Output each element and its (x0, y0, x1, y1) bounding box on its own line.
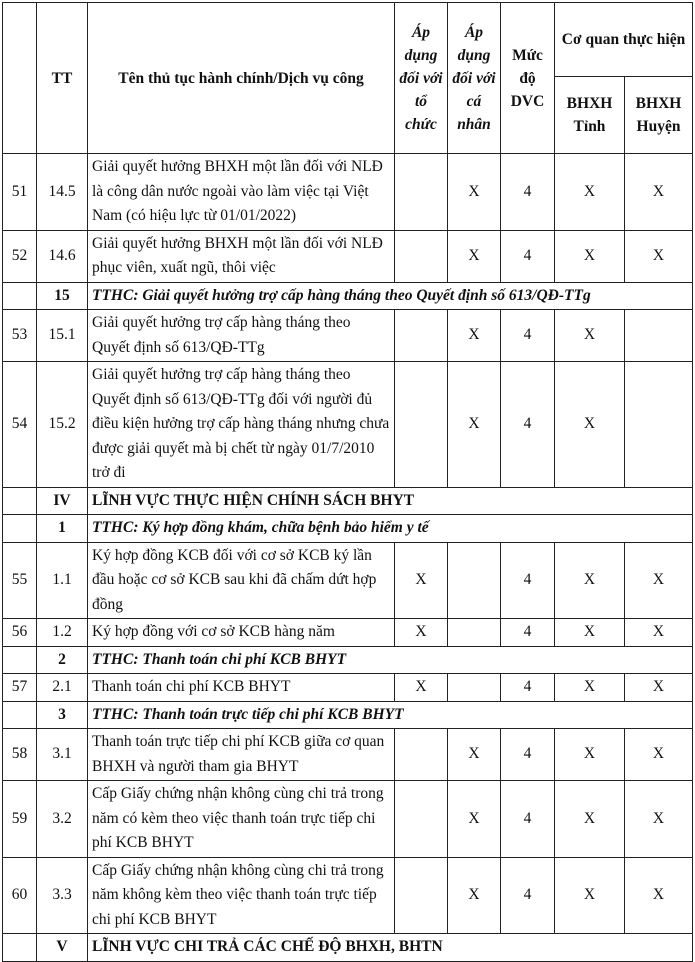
service-level: 4 (501, 362, 555, 488)
group-title: TTHC: Giải quyết hưởng trợ cấp hàng tháng theo Quyết định số 613/QĐ-TTg (88, 282, 693, 310)
procedure-name: Giải quyết hưởng BHXH một lần đối với NLĐ phục viên, xuất ngũ, thôi việc (88, 230, 395, 282)
bhxh-district-mark: X (625, 154, 693, 231)
row-number-blank (3, 282, 37, 310)
procedure-code: 1.2 (37, 619, 88, 647)
service-level: 4 (501, 857, 555, 934)
procedure-name: Thanh toán chi phí KCB BHYT (88, 674, 395, 702)
bhxh-district-mark (625, 310, 693, 362)
table-row (3, 230, 693, 282)
applies-individual-mark: X (448, 362, 501, 488)
service-level: 4 (501, 729, 555, 781)
service-level: 4 (501, 230, 555, 282)
row-number: 59 (3, 781, 37, 858)
section-title: LĨNH VỰC THỰC HIỆN CHÍNH SÁCH BHYT (88, 487, 693, 515)
group-code: 3 (37, 701, 88, 729)
table-row (3, 857, 693, 934)
section-code: V (37, 934, 88, 962)
header-bhxh-district: BHXH Huyện (625, 77, 693, 154)
procedure-name: Ký hợp đồng với cơ sở KCB hàng năm (88, 619, 395, 647)
group-row (3, 646, 693, 674)
procedure-name: Giải quyết hưởng trợ cấp hàng tháng theo Quyết định số 613/QĐ-TTg đối với người đủ điều kiện hưởng trợ cấp hàng tháng nhưng chưa được giải quyết mà bị chết từ ngày 01/7/2010 trở đi (88, 362, 395, 488)
procedure-name: Thanh toán trực tiếp chi phí KCB giữa cơ quan BHXH và người tham gia BHYT (88, 729, 395, 781)
row-number-blank (3, 934, 37, 962)
applies-individual-mark (448, 619, 501, 647)
bhxh-province-mark: X (555, 674, 625, 702)
applies-organization-mark (395, 781, 448, 858)
row-number-blank (3, 701, 37, 729)
table-body (3, 154, 693, 962)
group-row (3, 282, 693, 310)
procedure-name: Ký hợp đồng KCB đối với cơ sở KCB ký lần đầu hoặc cơ sở KCB sau khi đã chấm dứt hợp đồng (88, 542, 395, 619)
row-number: 51 (3, 154, 37, 231)
section-code: IV (37, 487, 88, 515)
service-level: 4 (501, 619, 555, 647)
bhxh-district-mark: X (625, 857, 693, 934)
row-number-blank (3, 646, 37, 674)
service-level: 4 (501, 310, 555, 362)
procedure-name: Cấp Giấy chứng nhận không cùng chi trả trong năm có kèm theo việc thanh toán trực tiếp chi phí KCB BHYT (88, 781, 395, 858)
applies-individual-mark (448, 542, 501, 619)
procedure-code: 15.1 (37, 310, 88, 362)
header-tt: TT (37, 3, 88, 154)
header-procedure-name: Tên thủ tục hành chính/Dịch vụ công (88, 3, 395, 154)
table-row (3, 542, 693, 619)
bhxh-province-mark: X (555, 542, 625, 619)
bhxh-province-mark: X (555, 154, 625, 231)
bhxh-province-mark: X (555, 230, 625, 282)
procedures-table (2, 2, 693, 962)
row-number: 52 (3, 230, 37, 282)
bhxh-province-mark: X (555, 729, 625, 781)
applies-individual-mark: X (448, 310, 501, 362)
procedure-name: Giải quyết hưởng BHXH một lần đối với NLĐ là công dân nước ngoài vào làm việc tại Việt Nam (có hiệu lực từ 01/01/2022) (88, 154, 395, 231)
bhxh-district-mark (625, 362, 693, 488)
service-level: 4 (501, 154, 555, 231)
group-row (3, 701, 693, 729)
section-title: LĨNH VỰC CHI TRẢ CÁC CHẾ ĐỘ BHXH, BHTN (88, 934, 693, 962)
header-row-top (3, 3, 693, 77)
service-level: 4 (501, 781, 555, 858)
bhxh-province-mark: X (555, 619, 625, 647)
table-row (3, 362, 693, 488)
applies-individual-mark (448, 674, 501, 702)
applies-individual-mark: X (448, 154, 501, 231)
applies-organization-mark (395, 857, 448, 934)
applies-organization-mark: X (395, 674, 448, 702)
bhxh-district-mark: X (625, 619, 693, 647)
procedure-code: 3.3 (37, 857, 88, 934)
applies-organization-mark (395, 154, 448, 231)
section-row (3, 934, 693, 962)
row-number-blank (3, 515, 37, 543)
bhxh-district-mark: X (625, 781, 693, 858)
row-number: 58 (3, 729, 37, 781)
applies-organization-mark: X (395, 619, 448, 647)
group-code: 15 (37, 282, 88, 310)
bhxh-province-mark: X (555, 781, 625, 858)
service-level: 4 (501, 674, 555, 702)
bhxh-province-mark: X (555, 857, 625, 934)
group-title: TTHC: Thanh toán chi phí KCB BHYT (88, 646, 693, 674)
group-title: TTHC: Ký hợp đồng khám, chữa bệnh bảo hiểm y tế (88, 515, 693, 543)
table-row (3, 781, 693, 858)
group-code: 2 (37, 646, 88, 674)
table-row (3, 729, 693, 781)
procedure-code: 3.2 (37, 781, 88, 858)
row-number: 60 (3, 857, 37, 934)
applies-organization-mark: X (395, 542, 448, 619)
bhxh-province-mark: X (555, 310, 625, 362)
row-number: 53 (3, 310, 37, 362)
bhxh-district-mark: X (625, 542, 693, 619)
procedure-code: 14.5 (37, 154, 88, 231)
header-applies-individual: Áp dụng đối với cá nhân (448, 3, 501, 154)
procedure-name: Giải quyết hưởng trợ cấp hàng tháng theo Quyết định số 613/QĐ-TTg (88, 310, 395, 362)
header-applies-organization: Áp dụng đối với tổ chức (395, 3, 448, 154)
applies-organization-mark (395, 729, 448, 781)
procedure-code: 1.1 (37, 542, 88, 619)
row-number: 57 (3, 674, 37, 702)
service-level: 4 (501, 542, 555, 619)
applies-organization-mark (395, 230, 448, 282)
header-executing-agency: Cơ quan thực hiện (555, 3, 693, 77)
bhxh-district-mark: X (625, 674, 693, 702)
row-number-blank (3, 487, 37, 515)
procedure-code: 15.2 (37, 362, 88, 488)
row-number: 54 (3, 362, 37, 488)
table-row (3, 310, 693, 362)
table-row (3, 619, 693, 647)
row-number: 56 (3, 619, 37, 647)
procedure-code: 3.1 (37, 729, 88, 781)
group-title: TTHC: Thanh toán trực tiếp chi phí KCB BHYT (88, 701, 693, 729)
table-row (3, 674, 693, 702)
procedure-code: 2.1 (37, 674, 88, 702)
applies-organization-mark (395, 362, 448, 488)
bhxh-district-mark: X (625, 230, 693, 282)
header-service-level: Mức độ DVC (501, 3, 555, 154)
procedure-code: 14.6 (37, 230, 88, 282)
section-row (3, 487, 693, 515)
bhxh-province-mark: X (555, 362, 625, 488)
header-bhxh-province: BHXH Tỉnh (555, 77, 625, 154)
applies-individual-mark: X (448, 781, 501, 858)
procedure-name: Cấp Giấy chứng nhận không cùng chi trả trong năm không kèm theo việc thanh toán trực tiếp chi phí KCB BHYT (88, 857, 395, 934)
group-code: 1 (37, 515, 88, 543)
applies-individual-mark: X (448, 857, 501, 934)
bhxh-district-mark: X (625, 729, 693, 781)
group-row (3, 515, 693, 543)
applies-individual-mark: X (448, 729, 501, 781)
row-number: 55 (3, 542, 37, 619)
applies-organization-mark (395, 310, 448, 362)
table-row (3, 154, 693, 231)
header-blank (3, 3, 37, 154)
applies-individual-mark: X (448, 230, 501, 282)
